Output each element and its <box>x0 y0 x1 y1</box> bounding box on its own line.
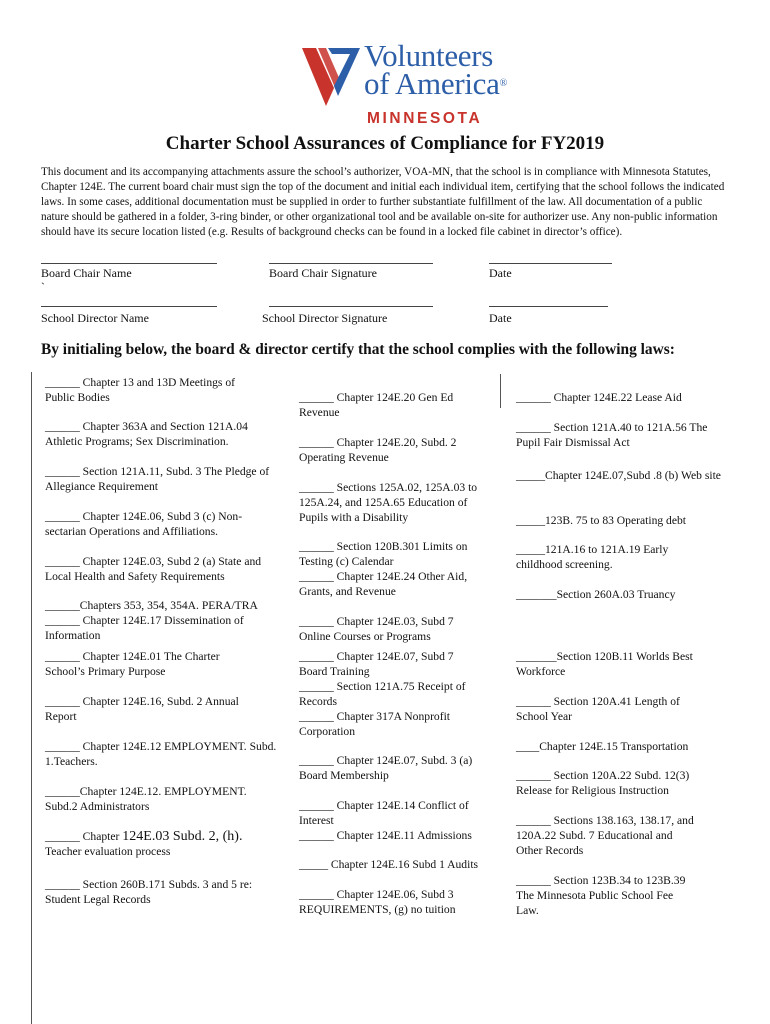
list-item[interactable]: ______ Chapter 124E.01 The Charter School’s Primary Purpose <box>45 650 220 678</box>
list-item[interactable]: ______ Section 123B.34 to 123B.39 The Minnesota Public School Fee Law. <box>516 874 686 917</box>
list-item[interactable]: ______ Chapter 124E.07, Subd 7 Board Training <box>299 650 454 678</box>
list-item-text: Teacher evaluation process <box>45 845 171 858</box>
board-chair-name-label: Board Chair Name <box>41 266 132 280</box>
list-item[interactable]: ______ Chapter 124E.06, Subd 3 REQUIREMENTS, (g) no tuition <box>299 888 456 916</box>
list-item[interactable]: ______ Chapter 124E.03, Subd 7 Online Courses or Programs <box>299 615 454 643</box>
list-item[interactable]: ______ Section 120B.301 Limits on Testing (c) Calendar <box>299 540 468 568</box>
logo-line2: of America® <box>364 66 507 101</box>
list-item[interactable]: ______ Section 121A.40 to 121A.56 The Pupil Fair Dismissal Act <box>516 421 708 449</box>
list-item[interactable]: ______ Chapter 124E.12 EMPLOYMENT. Subd. 1.Teachers. <box>45 740 277 768</box>
list-item[interactable]: ______ Chapter 124E.16, Subd. 2 Annual Report <box>45 695 239 723</box>
list-item[interactable]: ______ Chapter 13 and 13D Meetings of Public Bodies <box>45 376 235 404</box>
school-director-signature-label: School Director Signature <box>262 311 388 325</box>
list-item[interactable]: ______ Chapter 363A and Section 121A.04 Athletic Programs; Sex Discrimination. <box>45 420 248 448</box>
list-item[interactable]: ______ Sections 138.163, 138.17, and 120A.22 Subd. 7 Educational and Other Records <box>516 814 694 857</box>
list-item[interactable]: _____ Chapter 124E.16 Subd 1 Audits <box>299 858 479 871</box>
list-item-prefix: ______ Chapter <box>45 830 123 843</box>
list-item[interactable] <box>45 829 290 859</box>
list-item[interactable]: ______ Chapter 124E.22 Lease Aid <box>516 391 682 404</box>
registered-mark: ® <box>499 78 507 89</box>
list-item[interactable]: ______Chapters 353, 354, 354A. PERA/TRA <box>45 599 258 612</box>
list-item[interactable]: ______ Chapter 124E.14 Conflict of Interest <box>299 799 469 827</box>
left-column-rule <box>31 372 32 1024</box>
list-item[interactable]: ______ Section 120A.41 Length of School Year <box>516 695 680 723</box>
board-chair-name-line[interactable] <box>41 263 217 264</box>
middle-column-rule <box>500 374 501 408</box>
list-item[interactable]: _____Chapter 124E.07,Subd .8 (b) Web site <box>516 469 721 482</box>
certify-heading: By initialing below, the board & director certify that the school complies with the following laws: <box>41 341 675 358</box>
list-item[interactable]: ______Chapter 124E.12. EMPLOYMENT. Subd.2 Administrators <box>45 785 247 813</box>
list-item[interactable]: ______ Section 121A.11, Subd. 3 The Pledge of Allegiance Requirement <box>45 465 270 493</box>
list-item[interactable]: ______ Section 121A.75 Receipt of Records <box>299 680 466 708</box>
list-item[interactable]: ______ Chapter 124E.11 Admissions <box>299 829 472 842</box>
school-director-name-line[interactable] <box>41 306 217 307</box>
list-item[interactable]: ____Chapter 124E.15 Transportation <box>516 740 689 753</box>
school-director-name-label: School Director Name <box>41 311 149 325</box>
board-chair-signature-line[interactable] <box>269 263 433 264</box>
list-item[interactable]: ______ Section 120A.22 Subd. 12(3) Release for Religious Instruction <box>516 769 690 797</box>
date1-label: Date <box>489 266 512 280</box>
logo-line1: Volunteers <box>364 38 494 73</box>
list-item[interactable]: _____123B. 75 to 83 Operating debt <box>516 514 687 527</box>
list-item[interactable]: _______Section 120B.11 Worlds Best Workforce <box>516 650 693 678</box>
date1-line[interactable] <box>489 263 612 264</box>
logo-state: MINNESOTA <box>367 110 483 127</box>
date2-line[interactable] <box>489 306 608 307</box>
document-title: Charter School Assurances of Compliance for FY2019 <box>165 133 605 154</box>
stray-mark: ` <box>41 280 45 294</box>
list-item[interactable]: ______ Section 260B.171 Subds. 3 and 5 re: Student Legal Records <box>45 878 253 906</box>
logo-wordmark <box>364 38 507 101</box>
board-chair-signature-label: Board Chair Signature <box>269 266 377 280</box>
list-item[interactable]: ______ Chapter 124E.07, Subd. 3 (a) Board Membership <box>299 754 473 782</box>
list-item[interactable]: ______ Sections 125A.02, 125A.03 to 125A.24, and 125A.65 Education of Pupils with a Disability <box>299 481 478 524</box>
list-item[interactable]: ______ Chapter 124E.20, Subd. 2 Operating Revenue <box>299 436 457 464</box>
school-director-signature-line[interactable] <box>269 306 433 307</box>
list-item-emphasis: 124E.03 Subd. 2, (h). <box>122 829 243 844</box>
voa-chevron-logo-icon <box>300 44 364 110</box>
list-item[interactable]: ______ Chapter 124E.20 Gen Ed Revenue <box>299 391 454 419</box>
date2-label: Date <box>489 311 512 325</box>
list-item[interactable]: ______ Chapter 124E.17 Dissemination of Information <box>45 614 244 642</box>
list-item[interactable]: _____121A.16 to 121A.19 Early childhood screening. <box>516 543 669 571</box>
list-item[interactable]: ______ Chapter 124E.03, Subd 2 (a) State and Local Health and Safety Requirements <box>45 555 262 583</box>
list-item[interactable]: _______Section 260A.03 Truancy <box>516 588 676 601</box>
list-item[interactable]: ______ Chapter 124E.06, Subd 3 (c) Non-sectarian Operations and Affiliations. <box>45 510 243 538</box>
list-item[interactable]: ______ Chapter 317A Nonprofit Corporation <box>299 710 451 738</box>
intro-paragraph: This document and its accompanying attachments assure the school’s authorizer, VOA-MN, that the school is in compliance with Minnesota Statutes, Chapter 124E. The current board chair must sign the top of the document and initial each individual item, certifying that the school follows the indicated laws. In some cases, additional documentation must be supplied in order to further substantiate fulfillment of the law. All documentation of a public nature should be gathered in a folder, 3-ring binder, or other organizational tool and be available on-site for authorizer use. Any non-public information should have its secure location listed (e.g. Results of background checks can be found in a locked file cabinet in director’s office). <box>41 166 725 238</box>
list-item[interactable]: ______ Chapter 124E.24 Other Aid, Grants, and Revenue <box>299 570 468 598</box>
